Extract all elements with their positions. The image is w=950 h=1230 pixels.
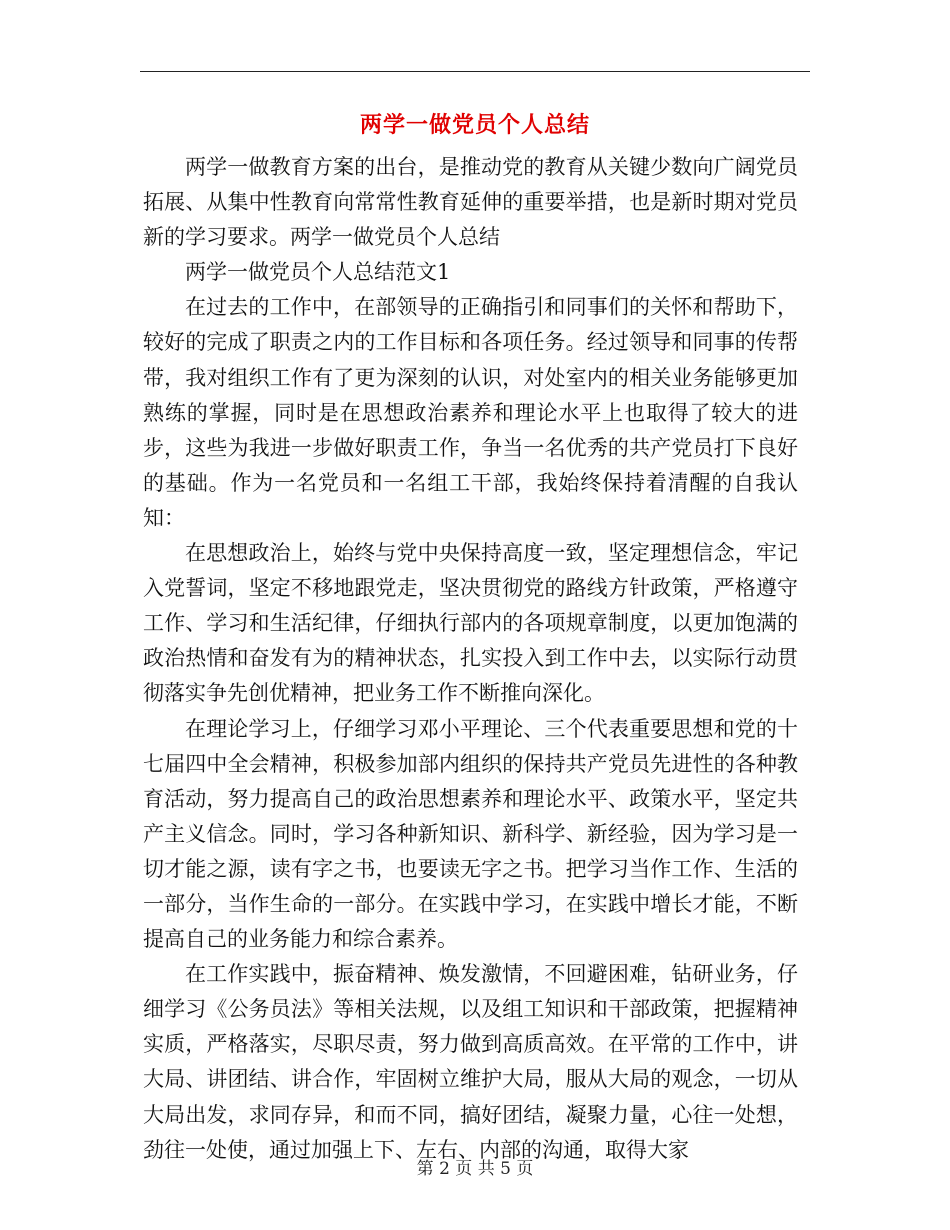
paragraph-intro: 两学一做教育方案的出台，是推动党的教育从关键少数向广阔党员拓展、从集中性教育向常常性教育延伸的重要举措，也是新时期对党员新的学习要求。两学一做党员个人总结 — [143, 155, 798, 250]
paragraph-theory: 在理论学习上，仔细学习邓小平理论、三个代表重要思想和党的十七届四中全会精神，积极参加部内组织的保持共产党员先进性的各种教育活动，努力提高自己的政治思想素养和理论水平、政策水平，坚定共产主义信念。同时，学习各种新知识、新科学、新经验，因为学习是一切才能之源，读有字之书，也要读无字之书。把学习当作工作、生活的一部分，当作生命的一部分。在实践中学习，在实践中增长才能，不断提高自己的业务能力和综合素养。 — [143, 716, 798, 952]
document-body — [143, 150, 798, 1168]
paragraph-overview: 在过去的工作中，在部领导的正确指引和同事们的关怀和帮助下，较好的完成了职责之内的工作目标和各项任务。经过领导和同事的传帮带，我对组织工作有了更为深刻的认识，对处室内的相关业务能够更加熟练的掌握，同时是在思想政治素养和理论水平上也取得了较大的进步，这些为我进一步做好职责工作，争当一名优秀的共产党员打下良好的基础。作为一名党员和一名组工干部，我始终保持着清醒的自我认知： — [143, 295, 798, 530]
paragraph-subheading: 两学一做党员个人总结范文1 — [185, 260, 451, 285]
header-rule — [140, 71, 810, 72]
page-number: 第 2 页 共 5 页 — [416, 1159, 534, 1179]
paragraph-political: 在思想政治上，始终与党中央保持高度一致，坚定理想信念，牢记入党誓词，坚定不移地跟党走，坚决贯彻党的路线方针政策，严格遵守工作、学习和生活纪律，仔细执行部内的各项规章制度，以更加饱满的政治热情和奋发有为的精神状态，扎实投入到工作中去，以实际行动贯彻落实争先创优精神，把业务工作不断推向深化。 — [143, 541, 798, 706]
paragraph-practice: 在工作实践中，振奋精神、焕发激情，不回避困难，钻研业务，仔细学习《公务员法》等相关法规，以及组工知识和干部政策，把握精神实质，严格落实，尽职尽责，努力做到高质高效。在平常的工作中，讲大局、讲团结、讲合作，牢固树立维护大局，服从大局的观念，一切从大局出发，求同存异，和而不同，搞好团结，凝聚力量，心往一处想，劲往一处使，通过加强上下、左右、内部的沟通，取得大家 — [143, 962, 798, 1162]
page-footer — [0, 1154, 950, 1179]
document-title: 两学一做党员个人总结 — [359, 112, 590, 138]
